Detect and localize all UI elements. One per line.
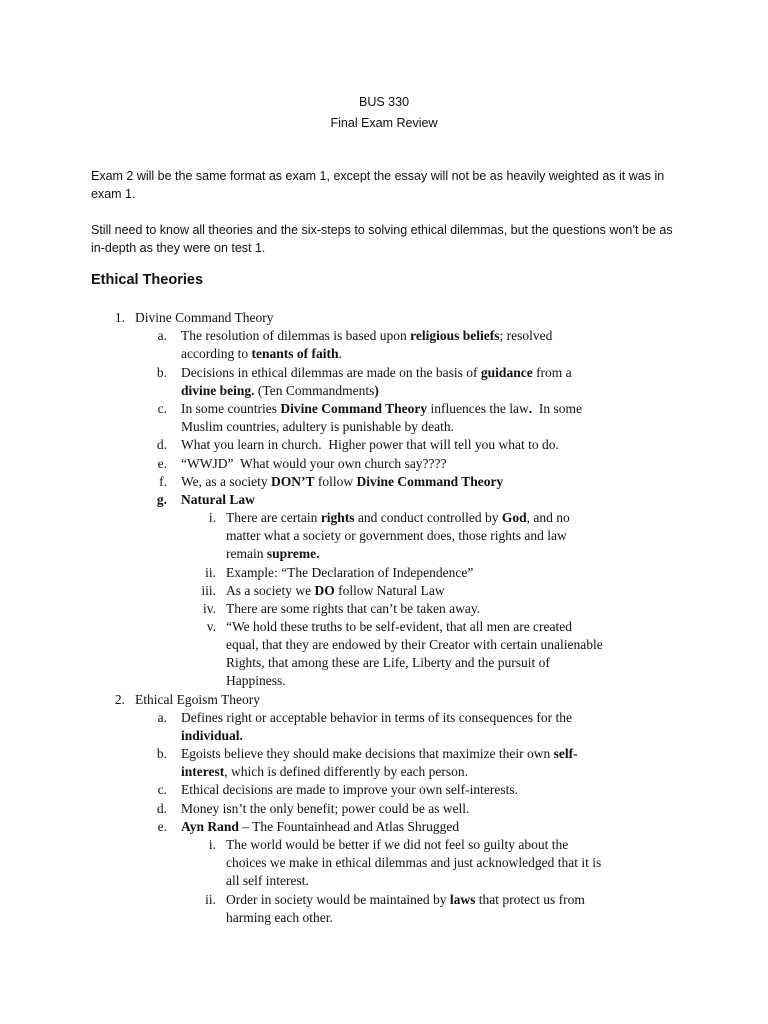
list-item-text: There are some rights that can’t be taken away. bbox=[226, 601, 481, 616]
list-item-text: Money isn’t the only benefit; power could be as well. bbox=[181, 801, 470, 816]
list-marker: e. bbox=[157, 819, 167, 834]
list-item-continuation: equal, that they are endowed by their Creator with certain unalienable bbox=[226, 637, 603, 652]
list-item-text: Ethical Egoism Theory bbox=[135, 692, 260, 707]
list-marker: ii. bbox=[205, 565, 216, 580]
list-item-continuation: remain supreme. bbox=[226, 546, 320, 561]
list-item-text: Example: “The Declaration of Independence” bbox=[226, 565, 474, 580]
list-item-text: We, as a society DON’T follow Divine Command Theory bbox=[181, 474, 504, 489]
list-item-text: Divine Command Theory bbox=[135, 310, 274, 325]
list-item-text: Natural Law bbox=[181, 492, 255, 507]
list-marker: c. bbox=[157, 401, 167, 416]
list-marker: ii. bbox=[205, 892, 216, 907]
list-item-continuation: choices we make in ethical dilemmas and just acknowledged that it is bbox=[226, 855, 602, 870]
list-item-text: What you learn in church. Higher power that will tell you what to do. bbox=[181, 437, 559, 452]
list-marker: d. bbox=[156, 437, 167, 452]
list-item-continuation: according to tenants of faith. bbox=[181, 346, 342, 361]
list-item-text: In some countries Divine Command Theory influences the law. In some bbox=[181, 401, 582, 416]
document-title: Final Exam Review bbox=[330, 116, 438, 130]
list-marker: d. bbox=[156, 801, 167, 816]
list-item-continuation: Muslim countries, adultery is punishable by death. bbox=[181, 419, 454, 434]
list-marker: i. bbox=[208, 510, 216, 525]
list-marker: v. bbox=[206, 619, 216, 634]
list-item-text: Decisions in ethical dilemmas are made on the basis of guidance from a bbox=[181, 365, 572, 380]
list-item-text: The world would be better if we did not feel so guilty about the bbox=[226, 837, 569, 852]
list-marker: iv. bbox=[203, 601, 216, 616]
intro-paragraph-2: Still need to know all theories and the six-steps to solving ethical dilemmas, but the questions won’t be as in-depth as they were on test 1. bbox=[91, 223, 673, 255]
list-item-continuation: interest, which is defined differently by each person. bbox=[181, 764, 469, 779]
course-code: BUS 330 bbox=[358, 95, 410, 109]
list-item-text: “We hold these truths to be self-evident, that all men are created bbox=[226, 619, 573, 634]
list-marker: 1. bbox=[114, 310, 125, 325]
list-item-text: Ethical decisions are made to improve your own self-interests. bbox=[181, 782, 519, 797]
list-item-continuation: divine being. (Ten Commandments) bbox=[181, 383, 379, 398]
list-marker: b. bbox=[156, 365, 167, 380]
list-marker: a. bbox=[157, 328, 167, 343]
list-item-continuation: harming each other. bbox=[226, 910, 333, 925]
list-item-continuation: matter what a society or government does, those rights and law bbox=[226, 528, 567, 543]
list-item-text: Ayn Rand – The Fountainhead and Atlas Shrugged bbox=[181, 819, 460, 834]
list-item-continuation: Rights, that among these are Life, Liberty and the pursuit of bbox=[226, 655, 550, 670]
list-marker: e. bbox=[157, 456, 167, 471]
list-item-text: Egoists believe they should make decisions that maximize their own self- bbox=[181, 746, 578, 761]
list-item-text: The resolution of dilemmas is based upon religious beliefs; resolved bbox=[181, 328, 553, 343]
section-heading: Ethical Theories bbox=[91, 272, 204, 288]
list-item-continuation: individual. bbox=[181, 728, 243, 743]
intro-paragraph-1: Exam 2 will be the same format as exam 1, except the essay will not be as heavily weighted as it was in exam 1. bbox=[91, 169, 665, 201]
list-item-text: Defines right or acceptable behavior in terms of its consequences for the bbox=[181, 710, 572, 725]
list-item-text: As a society we DO follow Natural Law bbox=[226, 583, 445, 598]
list-item-text: There are certain rights and conduct controlled by God, and no bbox=[226, 510, 570, 525]
list-marker: f. bbox=[159, 474, 167, 489]
list-marker: 2. bbox=[114, 692, 125, 707]
list-marker: c. bbox=[157, 782, 167, 797]
list-item-continuation: Happiness. bbox=[226, 673, 286, 688]
list-marker: i. bbox=[208, 837, 216, 852]
list-item-text: “WWJD” What would your own church say???? bbox=[181, 456, 447, 471]
list-marker: iii. bbox=[201, 583, 216, 598]
list-item-continuation: all self interest. bbox=[226, 873, 309, 888]
list-marker: g. bbox=[156, 492, 167, 507]
list-marker: b. bbox=[156, 746, 167, 761]
list-marker: a. bbox=[157, 710, 167, 725]
list-item-text: Order in society would be maintained by laws that protect us from bbox=[226, 892, 585, 907]
